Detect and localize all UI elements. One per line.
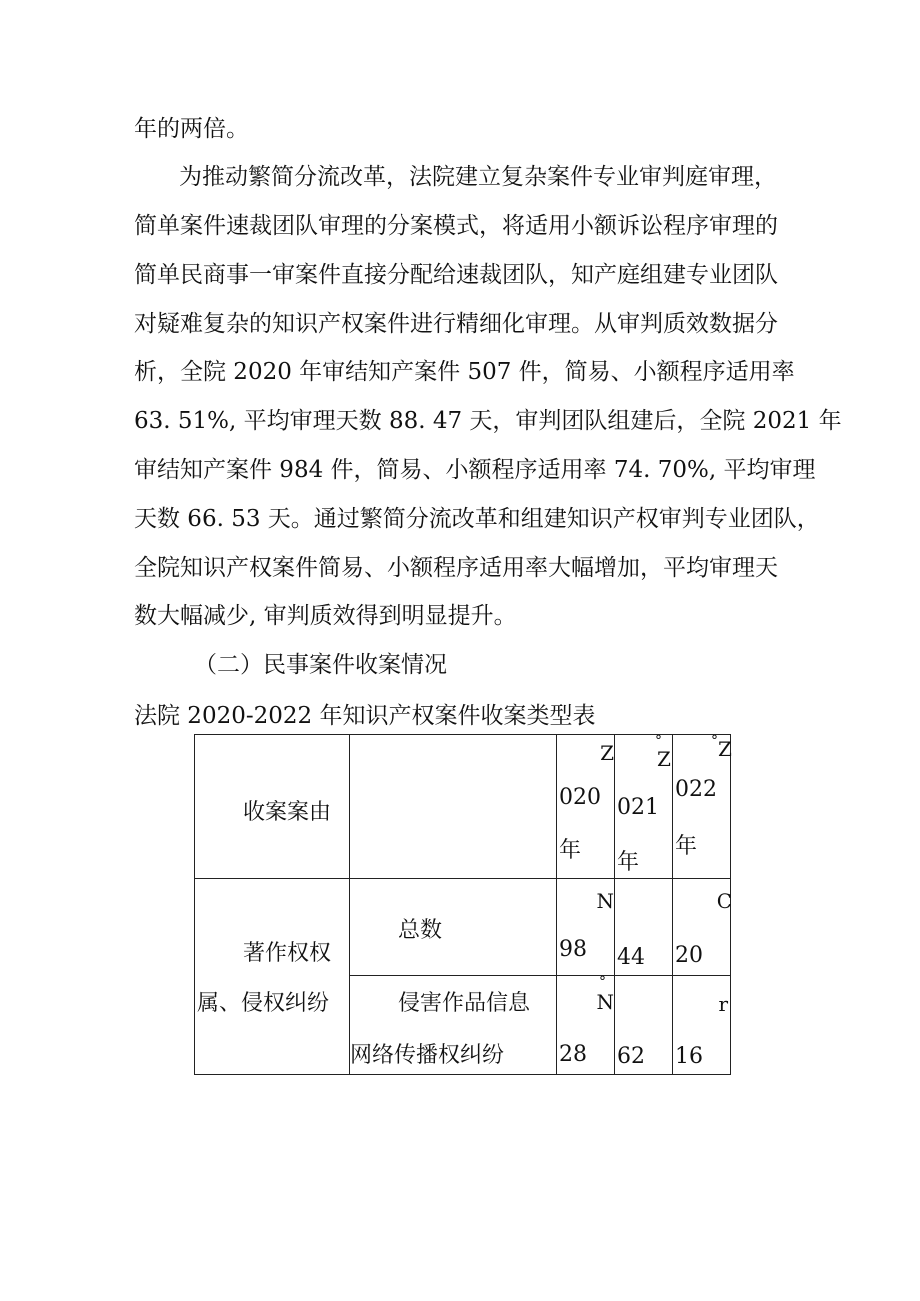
case-type-table — [194, 734, 731, 1075]
year-2022-digits: 022 — [675, 777, 717, 802]
value-cell — [615, 879, 673, 976]
row-label-cell — [350, 976, 557, 1075]
header-blank-cell — [350, 735, 557, 879]
ocr-mark: N — [596, 889, 614, 913]
paragraph-line: 审结知产案件 984 件，简易、小额程序适用率 74. 70%, 平均审理 — [134, 457, 816, 483]
value-2021: 44 — [617, 945, 645, 970]
year-2022-suffix: 年 — [675, 834, 698, 859]
ocr-mark: Z — [600, 741, 614, 765]
value-cell — [673, 976, 731, 1075]
paragraph-line: 为推动繁简分流改革，法院建立复杂案件专业审判庭审理， — [179, 164, 777, 190]
paragraph-continuation: 年的两倍。 — [134, 116, 249, 142]
table-caption: 法院 2020-2022 年知识产权案件收案类型表 — [134, 703, 596, 729]
table-header-row — [195, 735, 731, 879]
category-cell — [195, 879, 350, 1075]
value-cell — [673, 879, 731, 976]
value-2021: 62 — [617, 1044, 645, 1069]
paragraph-line: 析，全院 2020 年审结知产案件 507 件，简易、小额程序适用率 — [134, 359, 795, 385]
category-line2: 属、侵权纠纷 — [197, 991, 330, 1016]
header-2020-cell — [557, 735, 615, 879]
header-2021-cell — [615, 735, 673, 879]
ocr-mark: r — [718, 992, 728, 1016]
row-label-line1: 侵害作品信息 — [398, 991, 531, 1016]
ocr-mark: C — [716, 889, 732, 913]
value-cell — [615, 976, 673, 1075]
ocr-dot: ° — [655, 733, 662, 749]
row-label-total: 总数 — [398, 918, 443, 943]
paragraph-line: 对疑难复杂的知识产权案件进行精细化审理。从审判质效数据分 — [134, 311, 778, 337]
header-cause-cell — [195, 735, 350, 879]
value-2022: 16 — [675, 1044, 703, 1069]
row-label-cell — [350, 879, 557, 976]
header-2022-cell — [673, 735, 731, 879]
row-label-line2: 网络传播权纠纷 — [350, 1043, 505, 1068]
year-2020-suffix: 年 — [559, 838, 582, 863]
value-cell — [557, 976, 615, 1075]
value-cell — [557, 879, 615, 976]
ocr-mark: Z — [657, 747, 671, 771]
ocr-dot: ° — [711, 733, 718, 749]
year-2021-suffix: 年 — [617, 850, 640, 875]
value-2020: 28 — [559, 1042, 587, 1067]
paragraph-line: 63. 51%, 平均审理天数 88. 47 天，审判团队组建后，全院 2021 年 — [134, 408, 842, 434]
paragraph-line: 天数 66. 53 天。通过繁简分流改革和组建知识产权审判专业团队， — [134, 506, 820, 532]
paragraph-line: 全院知识产权案件简易、小额程序适用率大幅增加，平均审理天 — [134, 555, 778, 581]
paragraph-line: 简单民商事一审案件直接分配给速裁团队，知产庭组建专业团队 — [134, 262, 778, 288]
paragraph-line: 数大幅减少, 审判质效得到明显提升。 — [134, 603, 517, 629]
paragraph-line: 简单案件速裁团队审理的分案模式，将适用小额诉讼程序审理的 — [134, 213, 778, 239]
year-2020-digits: 020 — [559, 785, 601, 810]
value-2022: 20 — [675, 943, 703, 968]
header-cause-label: 收案案由 — [243, 800, 332, 825]
value-2020: 98 — [559, 937, 587, 962]
ocr-mark: N — [596, 990, 614, 1014]
ocr-dot: ° — [599, 974, 606, 990]
section-heading: （二）民事案件收案情况 — [194, 652, 447, 678]
ocr-mark: Z — [718, 737, 732, 761]
category-line1: 著作权权 — [243, 941, 332, 966]
table-row — [195, 879, 731, 976]
year-2021-digits: 021 — [617, 795, 659, 820]
